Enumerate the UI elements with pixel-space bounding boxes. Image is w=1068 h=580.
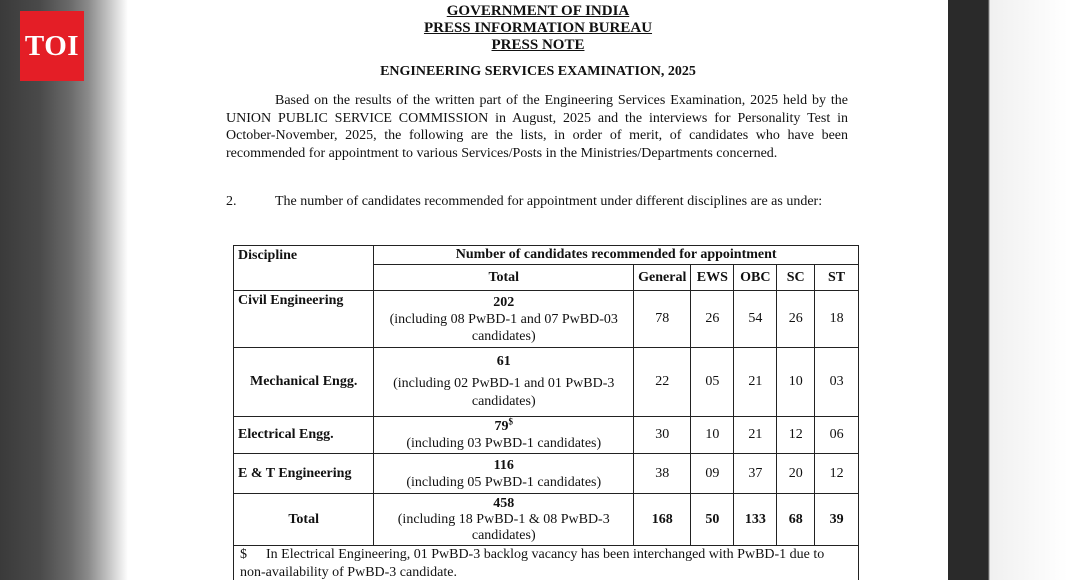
total-value: 79$ bbox=[494, 416, 513, 434]
col-total: Total bbox=[374, 265, 634, 291]
discipline-cell: Mechanical Engg. bbox=[234, 348, 374, 417]
exam-title: ENGINEERING SERVICES EXAMINATION, 2025 bbox=[380, 64, 696, 79]
col-sc: SC bbox=[777, 265, 815, 291]
total-note: (including 18 PwBD-1 & 08 PwBD-3 candidates) bbox=[397, 511, 610, 543]
total-value: 61 bbox=[496, 354, 511, 369]
col-obc: OBC bbox=[734, 265, 777, 291]
total-value: 116 bbox=[493, 457, 514, 473]
total-note: (including 02 PwBD-1 and 01 PwBD-3 candidates) bbox=[393, 376, 615, 409]
header-press-note: PRESS NOTE bbox=[491, 37, 585, 53]
table-row bbox=[234, 348, 859, 417]
discipline-cell: Civil Engineering bbox=[234, 291, 374, 348]
ews-cell: 05 bbox=[691, 348, 734, 417]
general-cell: 78 bbox=[634, 291, 691, 348]
sc-cell: 68 bbox=[777, 494, 815, 546]
obc-cell: 37 bbox=[734, 454, 777, 494]
total-note: (including 08 PwBD-1 and 07 PwBD-03 candidates) bbox=[389, 311, 618, 344]
st-cell: 18 bbox=[815, 291, 859, 348]
col-st: ST bbox=[815, 265, 859, 291]
ews-cell: 26 bbox=[691, 291, 734, 348]
total-value: 202 bbox=[493, 294, 515, 310]
ews-cell: 50 bbox=[691, 494, 734, 546]
general-cell: 168 bbox=[634, 494, 691, 546]
st-cell: 12 bbox=[815, 454, 859, 494]
press-note-document bbox=[128, 0, 948, 580]
discipline-cell: Electrical Engg. bbox=[234, 417, 374, 454]
total-note: (including 05 PwBD-1 candidates) bbox=[406, 474, 602, 490]
st-cell: 39 bbox=[815, 494, 859, 546]
col-ews: EWS bbox=[691, 265, 734, 291]
paragraph-2-number: 2. bbox=[226, 194, 237, 209]
table-row bbox=[234, 454, 859, 494]
total-note: (including 03 PwBD-1 candidates) bbox=[406, 436, 602, 451]
col-general: General bbox=[634, 265, 691, 291]
sc-cell: 10 bbox=[777, 348, 815, 417]
sc-cell: 26 bbox=[777, 291, 815, 348]
table-row bbox=[234, 291, 859, 348]
discipline-cell: Total bbox=[234, 494, 374, 546]
total-cell bbox=[374, 291, 634, 348]
obc-cell: 54 bbox=[734, 291, 777, 348]
header-pib: PRESS INFORMATION BUREAU bbox=[423, 20, 653, 36]
sc-cell: 12 bbox=[777, 417, 815, 454]
paragraph-2 bbox=[226, 193, 848, 211]
discipline-cell: E & T Engineering bbox=[234, 454, 374, 494]
group-header: Number of candidates recommended for appointment bbox=[374, 246, 859, 265]
obc-cell: 21 bbox=[734, 417, 777, 454]
general-cell: 38 bbox=[634, 454, 691, 494]
st-cell: 06 bbox=[815, 417, 859, 454]
discipline-header: Discipline bbox=[234, 246, 374, 291]
toi-logo[interactable]: TOI bbox=[20, 11, 84, 81]
obc-cell: 21 bbox=[734, 348, 777, 417]
footnote-symbol: $ bbox=[240, 547, 247, 562]
table-row bbox=[234, 417, 859, 454]
footnote bbox=[233, 545, 859, 580]
general-cell: 22 bbox=[634, 348, 691, 417]
ews-cell: 09 bbox=[691, 454, 734, 494]
total-value: 458 bbox=[493, 495, 515, 511]
table-row-total bbox=[234, 494, 859, 546]
intro-paragraph: Based on the results of the written part of the Engineering Services Examination, 2025 held by the UNION PUBLIC SERVICE COMMISSION in August, 2025 and the interviews for Personality Test in October-November, 2025, the following are the lists, in order of merit, of candidates who have been recommended for appointment to various Services/Posts in the Ministries/Departments concerned. bbox=[226, 93, 848, 161]
st-cell: 03 bbox=[815, 348, 859, 417]
general-cell: 30 bbox=[634, 417, 691, 454]
total-cell bbox=[374, 348, 634, 417]
total-cell bbox=[374, 494, 634, 546]
paragraph-2-text: The number of candidates recommended for appointment under different disciplines are as under: bbox=[275, 194, 823, 209]
dollar-footnote-marker: $ bbox=[508, 416, 513, 427]
ews-cell: 10 bbox=[691, 417, 734, 454]
total-cell bbox=[374, 454, 634, 494]
footnote-text: In Electrical Engineering, 01 PwBD-3 backlog vacancy has been interchanged with PwBD-1 due to non-availability of PwBD-3 candidate. bbox=[240, 547, 825, 580]
recommendation-table bbox=[233, 245, 859, 546]
header-government: GOVERNMENT OF INDIA bbox=[446, 3, 630, 19]
sc-cell: 20 bbox=[777, 454, 815, 494]
total-cell bbox=[374, 417, 634, 454]
obc-cell: 133 bbox=[734, 494, 777, 546]
